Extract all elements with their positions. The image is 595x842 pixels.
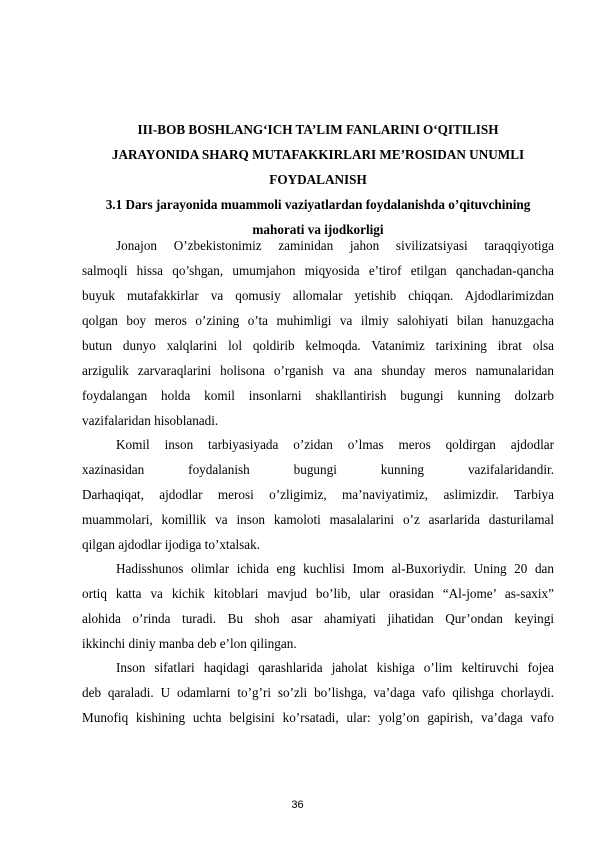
paragraph-line: butun dunyo xalqlarini lol qoldirib kelmoqda. Vatanimiz tarixining ibrat olsa bbox=[82, 338, 554, 353]
paragraph-line: qilgan ajdodlar ijodiga to’xtalsak. bbox=[82, 537, 260, 552]
chapter-heading-line: III-BOB BOSHLANG‘ICH TA’LIM FANLARINI O‘QITILISH bbox=[137, 122, 499, 137]
paragraph-line: Jonajon O’zbekistonimiz zaminidan jahon sivilizatsiyasi taraqqiyotiga bbox=[116, 238, 554, 253]
page-number: 36 bbox=[291, 799, 304, 811]
paragraph-line: alohida o’rinda turadi. Bu shoh asar ahamiyati jihatidan Qur’ondan keyingi bbox=[82, 611, 554, 626]
paragraph-line: ikkinchi diniy manba deb e’lon qilingan. bbox=[82, 636, 297, 651]
paragraph-line: Inson sifatlari haqidagi qarashlarida jaholat kishiga o’lim keltiruvchi fojea bbox=[116, 660, 554, 675]
paragraph-line: ortiq katta va kichik kitoblari mavjud bo’lib, ular orasidan “Al-jome’ as-saxix” bbox=[82, 586, 554, 601]
chapter-heading-line: FOYDALANISH bbox=[269, 172, 367, 187]
section-heading-line: mahorati va ijodkorligi bbox=[252, 222, 384, 237]
paragraph-line: Munofiq kishining uchta belgisini ko’rsatadi, ular: yolg’on gapirish, va’daga vafo bbox=[82, 710, 554, 725]
paragraph-line: deb qaraladi. U odamlarni to’g’ri so’zli bo’lishga, va’daga vafo qilishga chorlaydi. bbox=[82, 685, 554, 700]
paragraph-line: Hadisshunos olimlar ichida eng kuchlisi Imom al-Buxoriydir. Uning 20 dan bbox=[116, 561, 554, 576]
paragraph-line: arzigulik zarvaraqlarini holisona o’rganish va ana shunday meros namunalaridan bbox=[82, 363, 554, 378]
paragraph-line: Komil inson tarbiyasiyada o’zidan o’lmas meros qoldirgan ajdodlar bbox=[116, 437, 554, 452]
chapter-heading-line: JARAYONIDA SHARQ MUTAFAKKIRLARI ME’ROSIDAN UNUMLI bbox=[111, 147, 525, 162]
paragraph-line: qolgan boy meros o’zining o’ta muhimligi va ilmiy salohiyati bilan hanuzgacha bbox=[82, 313, 554, 328]
paragraph-line: buyuk mutafakkirlar va qomusiy allomalar yetishib chiqqan. Ajdodlarimizdan bbox=[82, 288, 554, 303]
paragraph-line: xazinasidan foydalanish bugungi kunning vazifalaridandir. bbox=[82, 462, 554, 477]
paragraph-line: salmoqli hissa qo’shgan, umumjahon miqyosida e’tirof etilgan qanchadan-qancha bbox=[82, 263, 554, 278]
paragraph-line: muammolari, komillik va inson kamoloti masalalarini o’z asarlarida dasturilamal bbox=[82, 512, 554, 527]
paragraph-line: vazifalaridan hisoblanadi. bbox=[82, 413, 219, 428]
paragraph-line: foydalangan holda komil insonlarni shakllantirish bugungi kunning dolzarb bbox=[82, 388, 554, 403]
section-heading-line: 3.1 Dars jarayonida muammoli vaziyatlardan foydalanishda o’qituvchining bbox=[105, 197, 531, 212]
paragraph-line: Darhaqiqat, ajdodlar merosi o’zligimiz, ma’naviyatimiz, aslimizdir. Tarbiya bbox=[82, 487, 554, 502]
